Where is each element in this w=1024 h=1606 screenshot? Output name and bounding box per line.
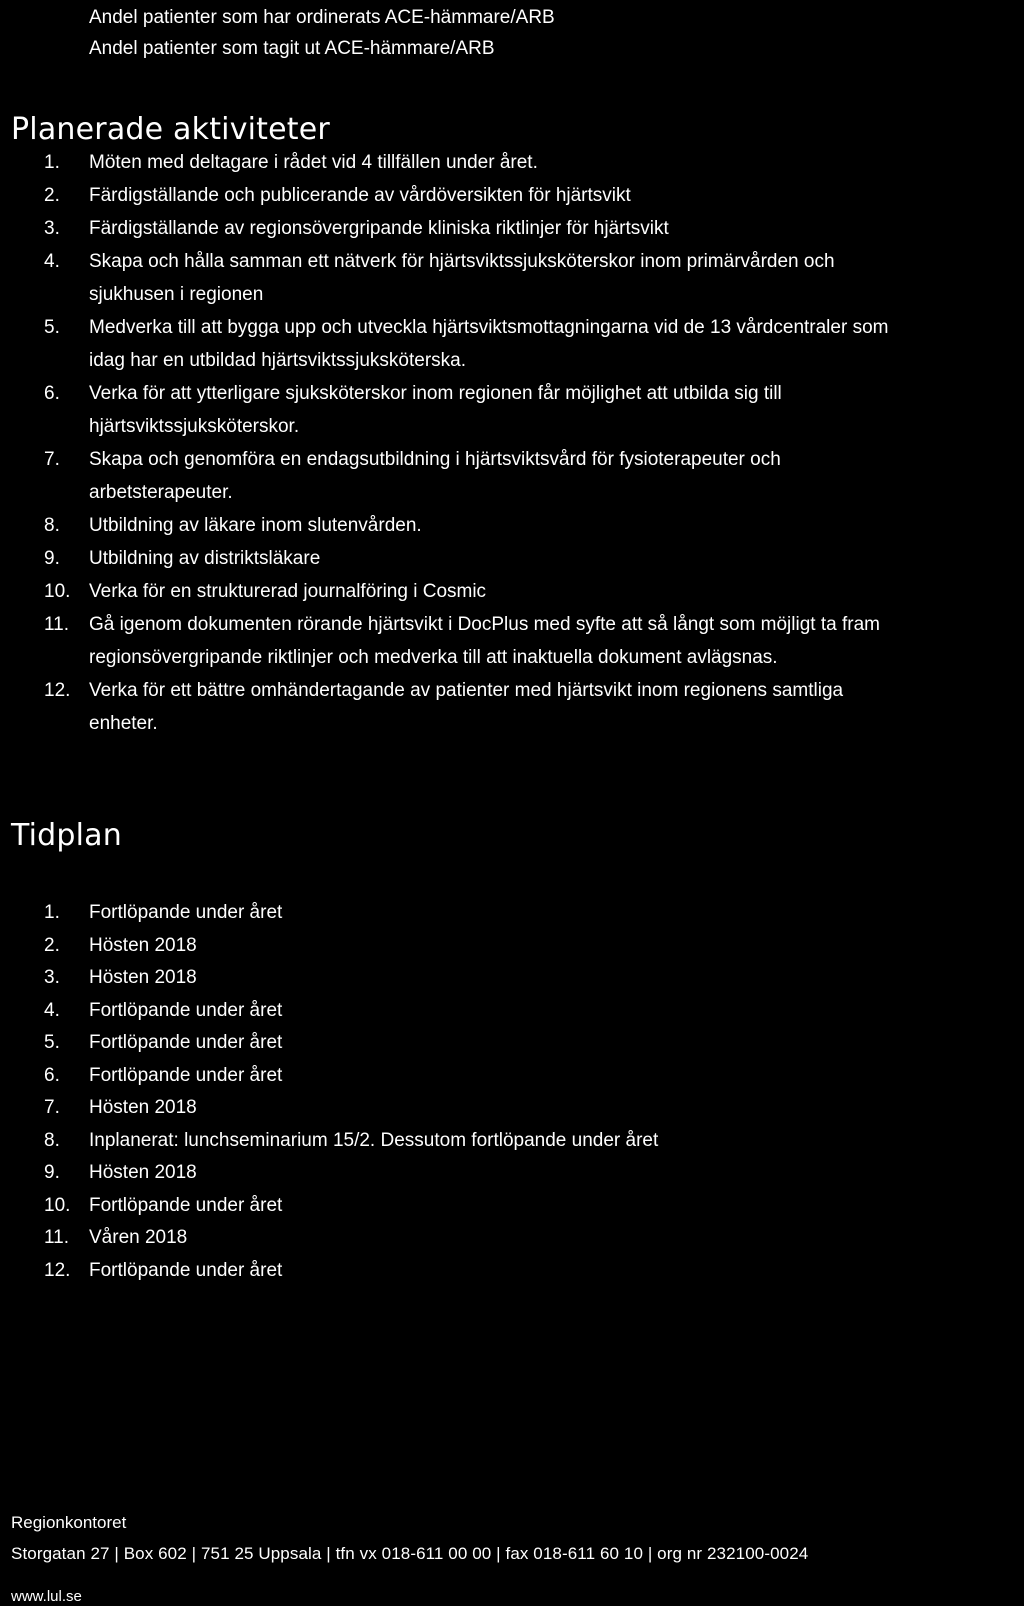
- activity-number: 9.: [44, 548, 60, 569]
- activity-number: 3.: [44, 218, 60, 239]
- activity-number: 12.: [44, 680, 71, 701]
- activity-text: Medverka till att bygga upp och utveckla hjärtsviktsmottagningarna vid de 13 vårdcentraler som: [89, 317, 889, 338]
- activities-heading: Planerade aktiviteter: [11, 112, 330, 147]
- activity-number: 10.: [44, 581, 71, 602]
- activity-text: enheter.: [89, 713, 158, 734]
- schedule-number: 3.: [44, 967, 60, 988]
- activity-text: Skapa och genomföra en endagsutbildning i hjärtsviktsvård för fysioterapeuter och: [89, 449, 781, 470]
- activity-text: Gå igenom dokumenten rörande hjärtsvikt i DocPlus med syfte att så långt som möjligt ta fram: [89, 614, 880, 635]
- activity-number: 7.: [44, 449, 60, 470]
- activity-number: 2.: [44, 185, 60, 206]
- schedule-number: 5.: [44, 1032, 60, 1053]
- schedule-number: 11.: [44, 1227, 70, 1248]
- activity-number: 1.: [44, 152, 60, 173]
- activity-text: Utbildning av läkare inom slutenvården.: [89, 515, 422, 536]
- schedule-number: 1.: [44, 902, 60, 923]
- schedule-number: 2.: [44, 935, 60, 956]
- schedule-number: 6.: [44, 1065, 60, 1086]
- activity-text: Skapa och hålla samman ett nätverk för hjärtsviktssjuksköterskor inom primärvården och: [89, 251, 835, 272]
- activity-text: Verka för att ytterligare sjuksköterskor inom regionen får möjlighet att utbilda sig till: [89, 383, 782, 404]
- schedule-number: 4.: [44, 1000, 60, 1021]
- schedule-number: 9.: [44, 1162, 60, 1183]
- activity-number: 11.: [44, 614, 70, 635]
- schedule-text: Hösten 2018: [89, 967, 197, 988]
- schedule-number: 10.: [44, 1195, 71, 1216]
- schedule-text: Hösten 2018: [89, 935, 197, 956]
- schedule-text: Fortlöpande under året: [89, 1000, 283, 1021]
- schedule-text: Fortlöpande under året: [89, 1260, 283, 1281]
- activity-text: Verka för en strukturerad journalföring i Cosmic: [89, 581, 487, 602]
- footer-website-link[interactable]: www.lul.se: [11, 1588, 82, 1605]
- activity-text: Färdigställande och publicerande av vårdöversikten för hjärtsvikt: [89, 185, 631, 206]
- intro-line-1: Andel patienter som har ordinerats ACE-hämmare/ARB: [89, 7, 555, 28]
- footer-address: Storgatan 27 | Box 602 | 751 25 Uppsala | tfn vx 018-611 00 00 | fax 018-611 60 10 | org nr 232100-0024: [11, 1544, 809, 1563]
- schedule-text: Fortlöpande under året: [89, 1065, 283, 1086]
- schedule-number: 8.: [44, 1130, 60, 1151]
- activity-text: sjukhusen i regionen: [89, 284, 264, 305]
- activity-text: idag har en utbildad hjärtsviktssjuksköterska.: [89, 350, 467, 371]
- schedule-number: 7.: [44, 1097, 60, 1118]
- activity-text: hjärtsviktssjuksköterskor.: [89, 416, 300, 437]
- schedule-number: 12.: [44, 1260, 71, 1281]
- schedule-text: Hösten 2018: [89, 1097, 197, 1118]
- schedule-text: Våren 2018: [89, 1227, 188, 1248]
- activity-text: Färdigställande av regionsövergripande kliniska riktlinjer för hjärtsvikt: [89, 218, 669, 239]
- schedule-text: Fortlöpande under året: [89, 902, 283, 923]
- schedule-text: Fortlöpande under året: [89, 1032, 283, 1053]
- schedule-text: Hösten 2018: [89, 1162, 197, 1183]
- activity-text: Möten med deltagare i rådet vid 4 tillfällen under året.: [89, 152, 538, 173]
- activity-number: 8.: [44, 515, 60, 536]
- activity-number: 6.: [44, 383, 60, 404]
- footer-org: Regionkontoret: [11, 1513, 127, 1532]
- activity-text: Verka för ett bättre omhändertagande av patienter med hjärtsvikt inom regionens samtliga: [89, 680, 844, 701]
- activity-text: arbetsterapeuter.: [89, 482, 233, 503]
- activity-number: 5.: [44, 317, 60, 338]
- schedule-text: Fortlöpande under året: [89, 1195, 283, 1216]
- schedule-text: Inplanerat: lunchseminarium 15/2. Dessutom fortlöpande under året: [89, 1130, 659, 1151]
- activity-text: regionsövergripande riktlinjer och medverka till att inaktuella dokument avlägsnas.: [89, 647, 778, 668]
- activity-text: Utbildning av distriktsläkare: [89, 548, 321, 569]
- intro-line-2: Andel patienter som tagit ut ACE-hämmare/ARB: [89, 38, 495, 59]
- activity-number: 4.: [44, 251, 60, 272]
- schedule-heading: Tidplan: [11, 818, 122, 853]
